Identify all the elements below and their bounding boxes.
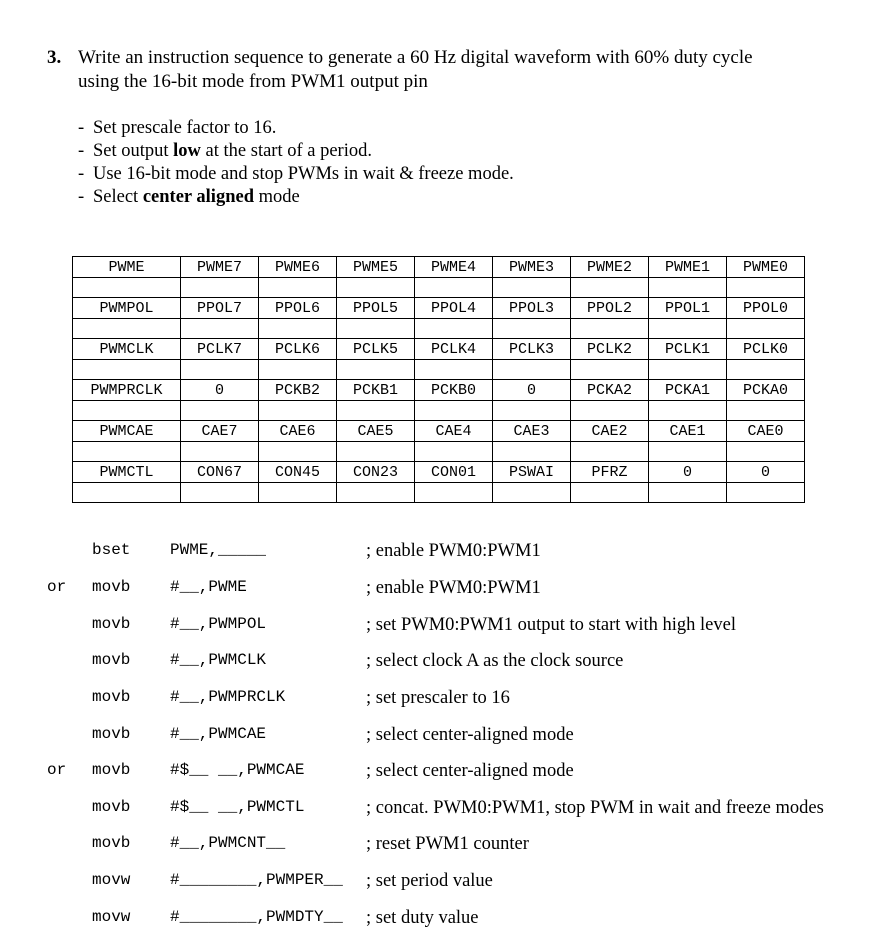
code-line — [0, 578, 883, 602]
register-bit-cell: PCLK4 — [415, 339, 493, 360]
register-blank-cell — [415, 360, 493, 380]
register-blank-cell — [181, 278, 259, 298]
register-bit-cell: CAE7 — [181, 421, 259, 442]
opcode: movb — [92, 615, 131, 633]
code-comment: ; set duty value — [366, 908, 479, 928]
register-bit-cell: PCLK1 — [649, 339, 727, 360]
question-text-line-1: Write an instruction sequence to generate a 60 Hz digital waveform with 60% duty cycle — [78, 47, 753, 68]
register-blank-cell — [337, 278, 415, 298]
code-line — [0, 651, 883, 675]
question-text-line-2: using the 16-bit mode from PWM1 output pin — [78, 71, 428, 92]
register-bit-cell: PCKA2 — [571, 380, 649, 401]
code-comment: ; enable PWM0:PWM1 — [366, 578, 541, 598]
register-bit-cell: PWME4 — [415, 257, 493, 278]
register-bit-cell: CAE2 — [571, 421, 649, 442]
code-line — [0, 761, 883, 785]
register-blank-cell — [415, 319, 493, 339]
opcode: movb — [92, 725, 131, 743]
register-bit-cell: 0 — [727, 462, 805, 483]
bullet-text: Set output — [93, 141, 174, 161]
register-blank-row — [73, 319, 805, 339]
code-line — [0, 871, 883, 895]
register-blank-row — [73, 360, 805, 380]
opcode: movb — [92, 651, 131, 669]
register-bit-cell: PCLK2 — [571, 339, 649, 360]
operand: #__,PWMPRCLK — [170, 688, 286, 706]
register-blank-cell — [649, 319, 727, 339]
register-bit-cell: PCKA1 — [649, 380, 727, 401]
code-line — [0, 725, 883, 749]
register-bit-cell: CAE6 — [259, 421, 337, 442]
or-label: or — [47, 761, 67, 779]
code-comment: ; reset PWM1 counter — [366, 834, 529, 854]
register-bit-cell: PPOL7 — [181, 298, 259, 319]
opcode: bset — [92, 541, 131, 559]
code-line — [0, 798, 883, 822]
register-row-pwmprclk — [73, 380, 805, 401]
register-blank-cell — [493, 319, 571, 339]
register-bit-cell: PPOL0 — [727, 298, 805, 319]
register-row-pwmclk — [73, 339, 805, 360]
register-bit-cell: CAE5 — [337, 421, 415, 442]
register-bit-cell: 0 — [493, 380, 571, 401]
opcode: movb — [92, 834, 131, 852]
register-blank-cell — [571, 360, 649, 380]
operand: #________,PWMDTY__ — [170, 908, 343, 926]
code-comment: ; set prescaler to 16 — [366, 688, 510, 708]
register-blank-cell — [259, 319, 337, 339]
opcode: movw — [92, 871, 131, 889]
opcode: movb — [92, 578, 131, 596]
register-blank-cell — [73, 442, 181, 462]
bullet-dash: - — [78, 118, 85, 138]
opcode: movb — [92, 761, 131, 779]
register-blank-cell — [181, 360, 259, 380]
register-blank-cell — [649, 401, 727, 421]
register-blank-cell — [415, 442, 493, 462]
operand: PWME,_____ — [170, 541, 267, 559]
register-row-pwme — [73, 257, 805, 278]
register-row-pwmctl — [73, 462, 805, 483]
bullet-text-post: at the start of a period. — [200, 141, 372, 161]
register-blank-cell — [337, 401, 415, 421]
register-bit-cell: 0 — [181, 380, 259, 401]
register-blank-cell — [571, 483, 649, 503]
register-bit-cell: CON67 — [181, 462, 259, 483]
register-bit-cell: PCKA0 — [727, 380, 805, 401]
register-blank-cell — [727, 401, 805, 421]
operand: #__,PWME — [170, 578, 247, 596]
bullet-16bit-mode — [78, 164, 514, 185]
register-blank-cell — [415, 401, 493, 421]
or-label: or — [47, 578, 67, 596]
code-comment: ; select clock A as the clock source — [366, 651, 624, 671]
register-blank-cell — [727, 442, 805, 462]
register-row-pwmcae — [73, 421, 805, 442]
register-blank-cell — [493, 278, 571, 298]
register-bit-cell: PWME2 — [571, 257, 649, 278]
register-bit-cell: PPOL2 — [571, 298, 649, 319]
register-bit-cell: PPOL4 — [415, 298, 493, 319]
register-name-cell: PWMCTL — [73, 462, 181, 483]
register-blank-cell — [649, 278, 727, 298]
register-row-pwmpol — [73, 298, 805, 319]
operand: #________,PWMPER__ — [170, 871, 343, 889]
bullet-dash: - — [78, 164, 85, 184]
register-bit-cell: PWME7 — [181, 257, 259, 278]
register-blank-cell — [727, 360, 805, 380]
register-bit-cell: PWME0 — [727, 257, 805, 278]
register-blank-cell — [571, 442, 649, 462]
register-bit-cell: CAE4 — [415, 421, 493, 442]
register-blank-cell — [649, 483, 727, 503]
code-line — [0, 541, 883, 565]
bullet-bold-text: center aligned — [142, 187, 254, 207]
operand: #__,PWMCNT__ — [170, 834, 286, 852]
register-blank-cell — [649, 360, 727, 380]
bullet-text-post: mode — [253, 187, 300, 207]
bullet-bold-text: low — [173, 141, 201, 161]
register-bit-cell: PCKB2 — [259, 380, 337, 401]
register-blank-cell — [571, 401, 649, 421]
register-blank-cell — [493, 360, 571, 380]
bullet-dash: - — [78, 141, 85, 161]
register-blank-cell — [493, 483, 571, 503]
question-number: 3. — [47, 47, 62, 68]
opcode: movb — [92, 798, 131, 816]
register-blank-row — [73, 442, 805, 462]
register-blank-cell — [259, 401, 337, 421]
operand: #__,PWMPOL — [170, 615, 267, 633]
bullet-output-low — [78, 141, 372, 162]
code-comment: ; enable PWM0:PWM1 — [366, 541, 541, 561]
register-bit-cell: 0 — [649, 462, 727, 483]
code-comment: ; concat. PWM0:PWM1, stop PWM in wait and freeze modes — [366, 798, 824, 818]
register-bit-cell: PPOL1 — [649, 298, 727, 319]
bullet-center-aligned — [78, 187, 300, 208]
register-blank-cell — [259, 442, 337, 462]
register-blank-cell — [727, 319, 805, 339]
register-blank-cell — [73, 360, 181, 380]
register-bit-cell: PPOL3 — [493, 298, 571, 319]
register-blank-cell — [259, 360, 337, 380]
register-blank-cell — [415, 483, 493, 503]
register-bit-cell: PWME1 — [649, 257, 727, 278]
opcode: movw — [92, 908, 131, 926]
register-bit-cell: PCLK6 — [259, 339, 337, 360]
register-bit-cell: PCKB0 — [415, 380, 493, 401]
register-bit-cell: PCKB1 — [337, 380, 415, 401]
register-bit-cell: PPOL6 — [259, 298, 337, 319]
register-blank-row — [73, 278, 805, 298]
register-bit-cell: CON45 — [259, 462, 337, 483]
code-line — [0, 908, 883, 932]
register-bit-cell: PCLK5 — [337, 339, 415, 360]
register-bit-cell: PWME3 — [493, 257, 571, 278]
bullet-text: Select — [93, 187, 143, 207]
operand: #$__ __,PWMCAE — [170, 761, 305, 779]
register-blank-cell — [73, 401, 181, 421]
register-bit-cell: PCLK7 — [181, 339, 259, 360]
bullet-text: Use 16-bit mode and stop PWMs in wait & freeze mode. — [93, 164, 514, 184]
register-bit-cell: CAE0 — [727, 421, 805, 442]
code-line — [0, 688, 883, 712]
register-blank-cell — [493, 442, 571, 462]
register-blank-cell — [337, 360, 415, 380]
bullet-text: Set prescale factor to 16. — [93, 118, 277, 138]
register-blank-cell — [493, 401, 571, 421]
register-name-cell: PWMCAE — [73, 421, 181, 442]
register-blank-cell — [649, 442, 727, 462]
register-bit-cell: PWME5 — [337, 257, 415, 278]
register-blank-cell — [727, 278, 805, 298]
register-table — [72, 256, 805, 503]
register-blank-cell — [259, 483, 337, 503]
code-comment: ; set period value — [366, 871, 493, 891]
register-name-cell: PWMPOL — [73, 298, 181, 319]
register-blank-cell — [181, 483, 259, 503]
register-bit-cell: PFRZ — [571, 462, 649, 483]
register-blank-cell — [727, 483, 805, 503]
register-blank-cell — [73, 278, 181, 298]
register-blank-cell — [181, 442, 259, 462]
register-bit-cell: CON01 — [415, 462, 493, 483]
register-bit-cell: CON23 — [337, 462, 415, 483]
register-bit-cell: PPOL5 — [337, 298, 415, 319]
bullet-dash: - — [78, 187, 85, 207]
bullet-prescale — [78, 118, 276, 139]
register-blank-cell — [571, 319, 649, 339]
register-blank-cell — [181, 401, 259, 421]
register-blank-cell — [337, 442, 415, 462]
register-blank-cell — [337, 483, 415, 503]
register-name-cell: PWME — [73, 257, 181, 278]
register-blank-row — [73, 401, 805, 421]
register-table-body — [73, 257, 805, 503]
register-blank-cell — [337, 319, 415, 339]
register-blank-cell — [73, 319, 181, 339]
register-name-cell: PWMPRCLK — [73, 380, 181, 401]
register-bit-cell: PWME6 — [259, 257, 337, 278]
register-blank-row — [73, 483, 805, 503]
register-bit-cell: PSWAI — [493, 462, 571, 483]
code-line — [0, 834, 883, 858]
register-bit-cell: PCLK0 — [727, 339, 805, 360]
code-comment: ; select center-aligned mode — [366, 725, 574, 745]
register-blank-cell — [571, 278, 649, 298]
register-blank-cell — [73, 483, 181, 503]
register-blank-cell — [259, 278, 337, 298]
code-comment: ; set PWM0:PWM1 output to start with high level — [366, 615, 736, 635]
operand: #__,PWMCLK — [170, 651, 267, 669]
register-bit-cell: CAE1 — [649, 421, 727, 442]
register-bit-cell: PCLK3 — [493, 339, 571, 360]
register-blank-cell — [181, 319, 259, 339]
code-comment: ; select center-aligned mode — [366, 761, 574, 781]
register-name-cell: PWMCLK — [73, 339, 181, 360]
register-blank-cell — [415, 278, 493, 298]
code-line — [0, 615, 883, 639]
register-bit-cell: CAE3 — [493, 421, 571, 442]
opcode: movb — [92, 688, 131, 706]
operand: #__,PWMCAE — [170, 725, 267, 743]
operand: #$__ __,PWMCTL — [170, 798, 305, 816]
